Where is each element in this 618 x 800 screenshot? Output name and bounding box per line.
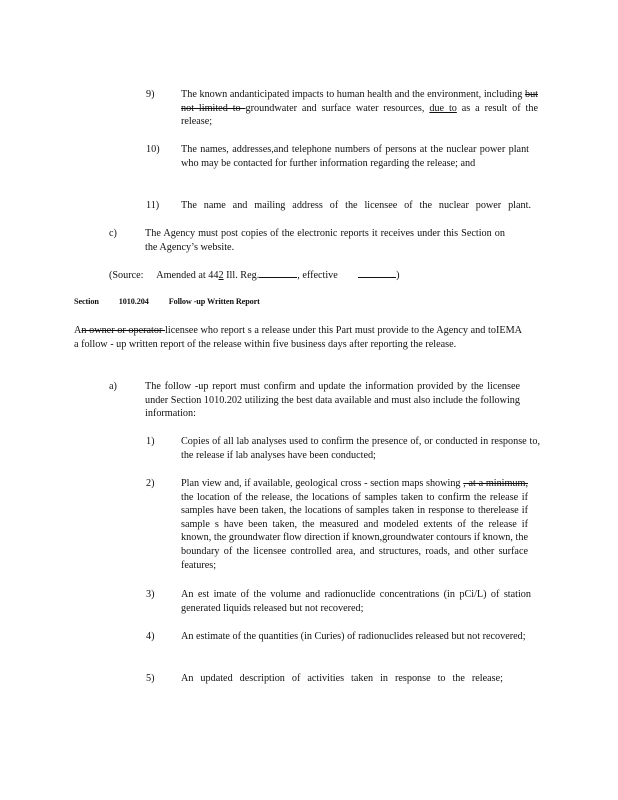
struck-text: but not limited to: [181, 89, 538, 114]
item-text: the location of the release, the locations of samples taken to confirm the release if samples have been taken, the locations of samples taken in response to therelease if sample s have been taken, the measured and modeled extents of the release if known, the groundwater flow direction if known,groundwater contours if known, the boundary of the licensee controlled area, and structures, roads, and other surface features;: [181, 491, 528, 571]
list-item-5: [181, 672, 503, 686]
item-letter: c): [109, 228, 117, 239]
list-item-10: [181, 143, 529, 170]
list-item-9: [181, 88, 538, 129]
item-text: Copies of all lab analyses used to confirm the presence of, or conducted in response to, the release if lab analyses have been conducted;: [181, 436, 540, 461]
intro-paragraph: An owner or operator licensee who report s a release under this Part must provide to the Agency and toIEMA a follow - up written report of the release within five business days after reporting the release.: [74, 325, 522, 350]
list-item-4: [181, 630, 534, 644]
item-text: Plan view and, if available, geological cross - section maps showing: [181, 478, 464, 489]
item-letter: a): [109, 381, 117, 392]
item-number: 11): [146, 200, 160, 211]
list-item-3: [181, 588, 531, 615]
item-text: An updated description of activities taken in response to the release;: [181, 673, 503, 684]
item-text: The known andanticipated impacts to human health and the environment, including: [181, 89, 525, 100]
blank-line: [259, 268, 297, 278]
list-item-a: [145, 380, 520, 421]
blank-line: [358, 268, 396, 278]
item-text: The names, addresses,and telephone numbers of persons at the nuclear power plant who may be contacted for further information regarding the release; and: [181, 144, 529, 169]
list-item-11: [181, 199, 531, 213]
item-text: The follow -up report must confirm and update the information provided by the licensee under Section 1010.202 utilizing the best data available and must also include the following information:: [145, 381, 520, 420]
item-text: The name and mailing address of the licensee of the nuclear power plant.: [181, 200, 531, 211]
item-text: An est imate of the volume and radionuclide concentrations (in pCi/L) of station generated liquids released but not recovered;: [181, 589, 531, 614]
item-text: groundwater and surface water resources,: [245, 102, 430, 114]
underlined-text: due to: [429, 102, 457, 114]
item-text: The Agency must post copies of the electronic reports it receives under this Section on the Agency’s website.: [145, 228, 505, 253]
item-text: An estimate of the quantities (in Curies) of radionuclides released but not recovered;: [181, 631, 526, 642]
item-number: 1): [146, 436, 155, 447]
list-item-2: [181, 477, 528, 572]
list-item-c: [145, 227, 505, 254]
item-number: 4): [146, 631, 155, 642]
item-number: 9): [146, 89, 155, 100]
item-number: 3): [146, 589, 155, 600]
source-note: (Source: Amended at 442 Ill. Reg. , effective ): [109, 270, 400, 281]
list-item-1: [181, 435, 540, 462]
item-number: 2): [146, 478, 155, 489]
struck-text: n owner or operator: [81, 325, 166, 336]
section-heading: Section 1010.204 Follow -up Written Report: [74, 297, 260, 306]
struck-text: , at a minimum,: [463, 478, 528, 489]
item-number: 10): [146, 144, 160, 155]
item-number: 5): [146, 673, 155, 684]
item-text: as a result of the release;: [181, 102, 538, 128]
